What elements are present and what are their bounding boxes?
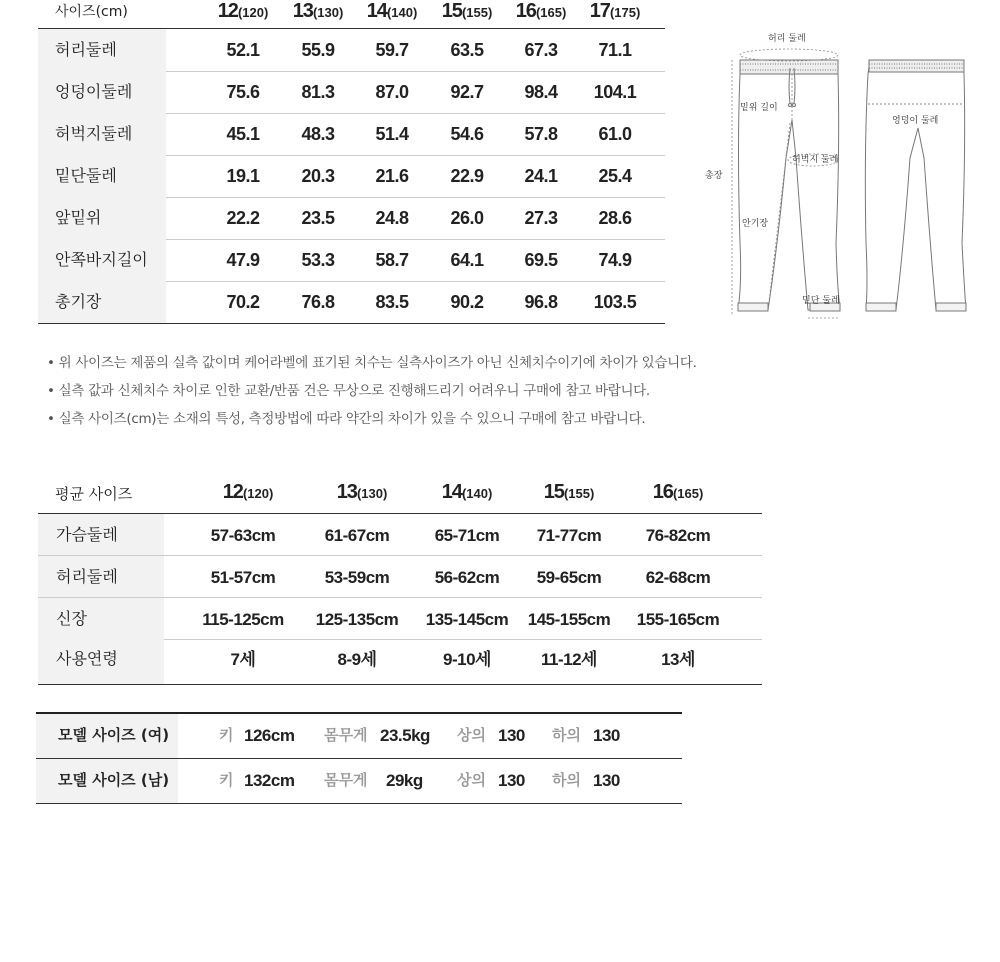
table-row: [38, 638, 762, 685]
average-table-header-label: 평균 사이즈: [55, 485, 133, 503]
model-row-female: [36, 714, 682, 759]
bottom-label: 하의: [552, 726, 581, 744]
top-value: 130: [498, 771, 525, 790]
height-value: 126cm: [244, 726, 295, 745]
table-cell: 69.5: [524, 250, 558, 270]
top-value: 130: [498, 726, 525, 745]
table-cell: 71-77cm: [536, 526, 602, 545]
diagram-label-waist: 허리 둘레: [768, 34, 806, 44]
table-cell: 74.9: [598, 250, 632, 270]
weight-label: 몸무게: [324, 726, 368, 744]
table-row: [38, 514, 762, 556]
table-cell: 81.3: [301, 82, 335, 102]
diagram-label-rise: 밑위 길이: [740, 103, 778, 113]
size-table-header: [38, 0, 665, 29]
table-cell: 104.1: [593, 82, 637, 102]
table-cell: 22.2: [226, 208, 260, 228]
top-label: 상의: [457, 771, 486, 789]
table-cell: 65-71cm: [434, 526, 500, 545]
table-cell: 13세: [661, 650, 695, 669]
pants-front-illustration: [738, 60, 840, 311]
size-column-16: 16(165): [515, 0, 567, 22]
table-cell: 64.1: [450, 250, 484, 270]
table-row: [38, 155, 665, 198]
table-row: [38, 598, 762, 640]
average-table-header: [38, 478, 762, 514]
table-cell: 59-65cm: [536, 568, 602, 587]
table-cell: 8-9세: [337, 650, 377, 669]
avg-column-15: 15(155): [543, 481, 595, 503]
table-cell: 76.8: [301, 292, 335, 312]
table-cell: 59.7: [375, 40, 409, 60]
table-cell: 53-59cm: [324, 568, 390, 587]
pants-back-illustration: [865, 60, 966, 311]
bottom-label: 하의: [552, 771, 581, 789]
table-cell: 54.6: [450, 124, 484, 144]
avg-column-12: 12(120): [222, 481, 274, 503]
table-cell: 115-125cm: [202, 610, 284, 629]
table-cell: 75.6: [226, 82, 260, 102]
table-cell: 92.7: [450, 82, 484, 102]
table-row: [38, 197, 665, 240]
table-cell: 48.3: [301, 124, 335, 144]
size-column-12: 12(120): [217, 0, 269, 22]
table-cell: 45.1: [226, 124, 260, 144]
row-label: 허리둘레: [38, 29, 166, 71]
table-cell: 58.7: [375, 250, 409, 270]
table-cell: 55.9: [301, 40, 335, 60]
avg-column-13: 13(130): [336, 481, 388, 503]
avg-column-14: 14(140): [441, 481, 493, 503]
table-cell: 57.8: [524, 124, 558, 144]
note-item: • 실측 값과 신체치수 차이로 인한 교환/반품 건은 무상으로 진행해드리기 어려우니 구매에 참고 바랍니다.: [47, 383, 650, 399]
table-row: [38, 556, 762, 598]
table-cell: 76-82cm: [645, 526, 711, 545]
table-cell: 27.3: [524, 208, 558, 228]
table-cell: 20.3: [301, 166, 335, 186]
size-column-15: 15(155): [441, 0, 493, 22]
diagram-label-thigh: 허벅지 둘레: [792, 155, 839, 165]
table-cell: 63.5: [450, 40, 484, 60]
table-cell: 90.2: [450, 292, 484, 312]
row-label: 신장: [38, 598, 164, 639]
row-label: 안쪽바지길이: [38, 239, 166, 281]
diagram-label-hem: 밑단 둘레: [802, 296, 840, 306]
row-label: 밑단둘레: [38, 155, 166, 197]
table-cell: 57-63cm: [210, 526, 276, 545]
table-row: [38, 113, 665, 156]
diagram-label-hip: 엉덩이 둘레: [892, 116, 939, 126]
weight-label: 몸무게: [324, 771, 368, 789]
row-label: 허리둘레: [38, 556, 164, 597]
table-cell: 47.9: [226, 250, 260, 270]
note-item: • 실측 사이즈(cm)는 소재의 특성, 측정방법에 따라 약간의 차이가 있을 수 있으니 구매에 참고 바랍니다.: [47, 411, 646, 427]
height-label: 키: [219, 726, 234, 744]
weight-value: 29kg: [386, 771, 423, 790]
bottom-value: 130: [593, 771, 620, 790]
table-cell: 135-145cm: [425, 610, 509, 629]
table-cell: 71.1: [598, 40, 632, 60]
table-cell: 24.8: [375, 208, 409, 228]
table-row: [38, 239, 665, 282]
bottom-value: 130: [593, 726, 620, 745]
weight-value: 23.5kg: [380, 726, 430, 745]
table-row: [38, 281, 665, 324]
pants-measurement-diagram: [700, 28, 990, 328]
size-table-header-label: 사이즈(cm): [55, 4, 128, 20]
table-cell: 52.1: [226, 40, 260, 60]
table-cell: 83.5: [375, 292, 409, 312]
table-cell: 21.6: [375, 166, 409, 186]
diagram-label-total-length: 총장: [705, 171, 723, 181]
table-cell: 11-12세: [541, 650, 597, 669]
table-cell: 145-155cm: [527, 610, 611, 629]
diagram-label-inseam: 안기장: [742, 219, 769, 229]
size-column-13: 13(130): [292, 0, 344, 22]
model-size-table: [36, 712, 682, 804]
table-row: [38, 29, 665, 72]
height-value: 132cm: [244, 771, 295, 790]
table-cell: 51-57cm: [210, 568, 276, 587]
table-cell: 61-67cm: [324, 526, 390, 545]
model-row-male: [36, 759, 682, 804]
size-notes: [47, 352, 747, 436]
row-label: 가슴둘레: [38, 514, 164, 555]
table-cell: 22.9: [450, 166, 484, 186]
table-cell: 103.5: [593, 292, 637, 312]
table-cell: 70.2: [226, 292, 260, 312]
table-cell: 26.0: [450, 208, 484, 228]
row-label: 허벅지둘레: [38, 113, 166, 155]
row-label: 사용연령: [38, 638, 164, 684]
row-label: 앞밑위: [38, 197, 166, 239]
table-cell: 25.4: [598, 166, 632, 186]
table-cell: 19.1: [226, 166, 260, 186]
row-label: 총기장: [38, 281, 166, 323]
table-row: [38, 71, 665, 114]
table-cell: 23.5: [301, 208, 335, 228]
table-cell: 96.8: [524, 292, 558, 312]
model-row-label: 모델 사이즈 (여): [36, 714, 178, 758]
size-column-17: 17(175): [589, 0, 641, 22]
table-cell: 87.0: [375, 82, 409, 102]
table-cell: 67.3: [524, 40, 558, 60]
table-cell: 53.3: [301, 250, 335, 270]
table-cell: 28.6: [598, 208, 632, 228]
height-label: 키: [219, 771, 234, 789]
model-row-label: 모델 사이즈 (남): [36, 759, 178, 803]
table-cell: 7세: [230, 650, 256, 669]
table-cell: 9-10세: [443, 650, 491, 669]
table-cell: 155-165cm: [636, 610, 720, 629]
table-cell: 24.1: [524, 166, 558, 186]
table-cell: 62-68cm: [645, 568, 711, 587]
table-cell: 56-62cm: [434, 568, 500, 587]
table-cell: 51.4: [375, 124, 409, 144]
top-label: 상의: [457, 726, 486, 744]
size-column-14: 14(140): [366, 0, 418, 22]
avg-column-16: 16(165): [652, 481, 704, 503]
table-cell: 98.4: [524, 82, 558, 102]
table-cell: 61.0: [598, 124, 632, 144]
table-cell: 125-135cm: [315, 610, 399, 629]
row-label: 엉덩이둘레: [38, 71, 166, 113]
note-item: • 위 사이즈는 제품의 실측 값이며 케어라벨에 표기된 치수는 실측사이즈가 아닌 신체치수이기에 차이가 있습니다.: [47, 355, 697, 371]
